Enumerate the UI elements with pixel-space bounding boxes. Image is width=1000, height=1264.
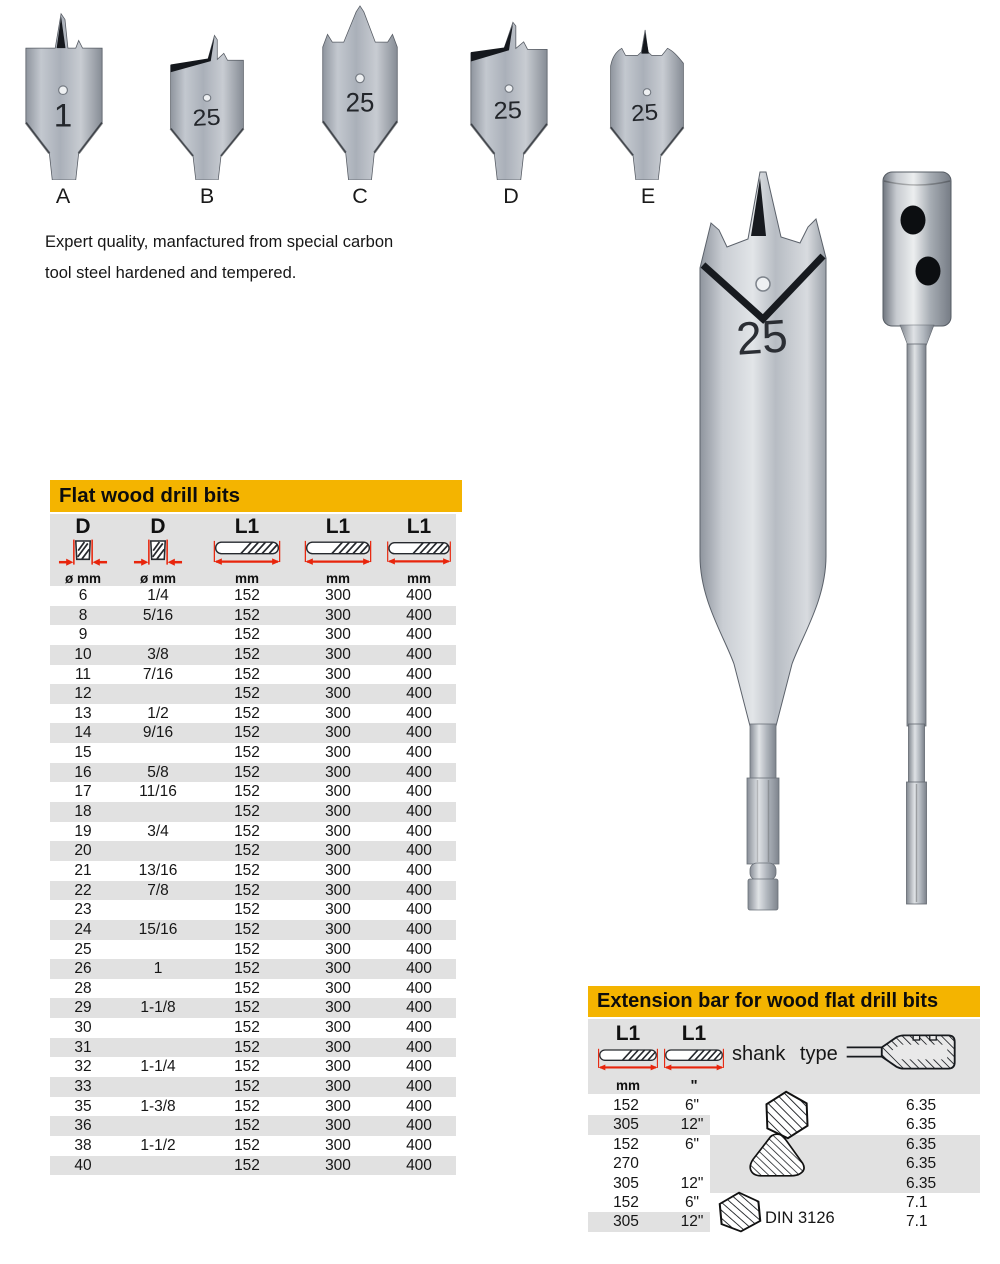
cell: 400 bbox=[406, 1117, 432, 1135]
unit-label: ø mm bbox=[139, 571, 176, 586]
cell: 7/8 bbox=[147, 881, 169, 899]
table-row bbox=[50, 1077, 456, 1097]
table-row bbox=[50, 841, 456, 861]
cell: 1/4 bbox=[147, 587, 169, 604]
column-header-label: L1 bbox=[615, 1022, 641, 1045]
cell: 300 bbox=[325, 960, 351, 978]
cell: 5/8 bbox=[147, 763, 169, 781]
cell: 13 bbox=[74, 704, 92, 722]
cell: 300 bbox=[325, 724, 351, 742]
din-standard-label: DIN 3126 bbox=[765, 1209, 835, 1227]
stamp-number: 25 bbox=[345, 87, 375, 118]
table-row bbox=[50, 1057, 456, 1077]
column-header-d1 bbox=[50, 514, 116, 586]
length-icon bbox=[663, 1045, 725, 1078]
table-row bbox=[588, 1193, 980, 1212]
table-row bbox=[50, 586, 456, 606]
cell: 300 bbox=[325, 783, 351, 801]
cell: 400 bbox=[406, 1058, 432, 1076]
shank-type-label: shank type bbox=[732, 1043, 838, 1065]
column-header-label: L1 bbox=[234, 515, 260, 538]
cell: 15 bbox=[74, 744, 92, 762]
cell: 400 bbox=[406, 587, 432, 604]
cell: 17 bbox=[74, 783, 92, 801]
cell: 28 bbox=[74, 979, 92, 997]
center-hole bbox=[505, 85, 513, 92]
table-row bbox=[50, 704, 456, 724]
column-header-d2 bbox=[116, 514, 200, 586]
table-row bbox=[50, 861, 456, 881]
bit-letter-label: C bbox=[352, 184, 368, 208]
cell: 300 bbox=[325, 1117, 351, 1135]
cell: 400 bbox=[406, 1019, 432, 1037]
cell: 152 bbox=[234, 940, 260, 958]
cell: 300 bbox=[325, 1058, 351, 1076]
cell: 400 bbox=[406, 724, 432, 742]
flat-table-header bbox=[50, 514, 456, 586]
table-row bbox=[50, 625, 456, 645]
cell: 8 bbox=[78, 606, 88, 624]
cell: 152 bbox=[613, 1135, 639, 1153]
table-row bbox=[588, 1154, 980, 1173]
cell: 6.35 bbox=[906, 1135, 937, 1153]
cell: 19 bbox=[74, 822, 92, 840]
cell: 1-1/4 bbox=[140, 1058, 176, 1076]
diameter-icon bbox=[133, 538, 183, 571]
cell: 40 bbox=[74, 1156, 92, 1174]
extension-table-body bbox=[588, 1096, 980, 1232]
table-row bbox=[50, 606, 456, 626]
cell: 152 bbox=[234, 704, 260, 722]
cell: 1/2 bbox=[147, 704, 169, 722]
cell: 3/8 bbox=[147, 645, 169, 663]
table-row bbox=[50, 1097, 456, 1117]
cell: 11 bbox=[74, 665, 92, 683]
cell: 12 bbox=[74, 685, 92, 703]
table-row bbox=[50, 645, 456, 665]
cell: 152 bbox=[234, 587, 260, 604]
center-hole bbox=[203, 94, 210, 101]
cell: 300 bbox=[325, 901, 351, 919]
shank-type-socket-icon bbox=[840, 1028, 966, 1076]
cell: 300 bbox=[325, 626, 351, 644]
cell: 152 bbox=[234, 626, 260, 644]
cell: 1-1/2 bbox=[140, 1136, 176, 1154]
drill-bit-photo-e bbox=[605, 22, 689, 180]
table-row bbox=[50, 998, 456, 1018]
cell: 300 bbox=[325, 645, 351, 663]
cell: 400 bbox=[406, 645, 432, 663]
cell: 152 bbox=[234, 920, 260, 938]
cell: 152 bbox=[234, 842, 260, 860]
cell: 152 bbox=[234, 606, 260, 624]
description-line: Expert quality, manfactured from special carbon bbox=[45, 233, 394, 251]
table-row bbox=[50, 1136, 456, 1156]
cell: 12" bbox=[680, 1116, 704, 1134]
table-row bbox=[50, 959, 456, 979]
table-row bbox=[50, 782, 456, 802]
cell: 152 bbox=[234, 1058, 260, 1076]
cell: 7.1 bbox=[906, 1193, 928, 1211]
cell: 400 bbox=[406, 901, 432, 919]
cell: 152 bbox=[234, 901, 260, 919]
cell: 400 bbox=[406, 842, 432, 860]
table-row bbox=[50, 979, 456, 999]
cell: 152 bbox=[234, 1038, 260, 1056]
cell: 300 bbox=[325, 861, 351, 879]
cell: 22 bbox=[74, 881, 92, 899]
table-row bbox=[50, 1116, 456, 1136]
cell: 152 bbox=[234, 803, 260, 821]
cell: 30 bbox=[74, 1019, 92, 1037]
cell: 3/4 bbox=[147, 822, 169, 840]
table-row bbox=[50, 802, 456, 822]
cell: 7/16 bbox=[142, 665, 174, 683]
column-header-l1a bbox=[200, 514, 294, 586]
cell: 400 bbox=[406, 704, 432, 722]
cell: 152 bbox=[234, 783, 260, 801]
center-hole bbox=[356, 74, 365, 83]
bit-letter-label: E bbox=[640, 184, 656, 208]
cell: 400 bbox=[406, 1038, 432, 1056]
cell: 400 bbox=[406, 763, 432, 781]
cell: 400 bbox=[406, 940, 432, 958]
flat-table-body bbox=[50, 586, 456, 1175]
description-line: tool steel hardened and tempered. bbox=[45, 263, 297, 282]
cell: 300 bbox=[325, 803, 351, 821]
cell: 152 bbox=[234, 665, 260, 683]
cell: 152 bbox=[234, 1156, 260, 1174]
cell: 300 bbox=[325, 999, 351, 1017]
length-icon bbox=[597, 1045, 659, 1078]
unit-label: mm bbox=[406, 571, 431, 586]
cell: 400 bbox=[406, 1136, 432, 1154]
cell: 300 bbox=[325, 1038, 351, 1056]
column-header-label: L1 bbox=[681, 1022, 707, 1045]
cell: 300 bbox=[325, 979, 351, 997]
cell: 152 bbox=[234, 1117, 260, 1135]
cell: 300 bbox=[325, 881, 351, 899]
diameter-icon bbox=[58, 538, 108, 571]
cell: 12" bbox=[680, 1174, 704, 1192]
bit-letter-label: D bbox=[503, 184, 519, 208]
table-row bbox=[50, 665, 456, 685]
cell: 33 bbox=[74, 1078, 92, 1096]
cell: 152 bbox=[234, 1136, 260, 1154]
cell: 300 bbox=[325, 842, 351, 860]
extension-table-header bbox=[588, 1019, 980, 1094]
unit-label: mm bbox=[234, 571, 259, 586]
cell: 400 bbox=[406, 783, 432, 801]
cell: 152 bbox=[234, 685, 260, 703]
cell: 305 bbox=[613, 1213, 639, 1231]
cell: 400 bbox=[406, 665, 432, 683]
cell: 6" bbox=[684, 1135, 700, 1153]
cell: 400 bbox=[406, 606, 432, 624]
cell: 152 bbox=[234, 822, 260, 840]
cell: 400 bbox=[406, 803, 432, 821]
cell: 300 bbox=[325, 606, 351, 624]
cell: 300 bbox=[325, 587, 351, 604]
cell: 152 bbox=[234, 861, 260, 879]
cell: 6.35 bbox=[906, 1116, 937, 1134]
cell: 9/16 bbox=[142, 724, 174, 742]
cell: 15/16 bbox=[138, 920, 178, 938]
center-hole bbox=[756, 277, 770, 291]
cell: 300 bbox=[325, 822, 351, 840]
column-header-label: L1 bbox=[325, 515, 351, 538]
cell: 152 bbox=[613, 1097, 639, 1114]
drill-bit-photo-b bbox=[165, 26, 249, 180]
cell: 29 bbox=[74, 999, 92, 1017]
cell: 152 bbox=[613, 1193, 639, 1211]
cell: 152 bbox=[234, 1078, 260, 1096]
cell: 300 bbox=[325, 763, 351, 781]
cell: 11/16 bbox=[139, 783, 177, 801]
cell: 6" bbox=[684, 1193, 700, 1211]
cell: 152 bbox=[234, 999, 260, 1017]
cell: 25 bbox=[74, 940, 92, 958]
table-row bbox=[588, 1096, 980, 1115]
cell: 152 bbox=[234, 979, 260, 997]
column-header-label: D bbox=[75, 515, 91, 538]
cell: 400 bbox=[406, 881, 432, 899]
length-icon bbox=[212, 538, 282, 571]
cell: 400 bbox=[406, 999, 432, 1017]
cell: 300 bbox=[325, 665, 351, 683]
flat-table-title: Flat wood drill bits bbox=[50, 480, 462, 512]
cell: 300 bbox=[325, 920, 351, 938]
cell: 9 bbox=[78, 626, 88, 644]
cell: 21 bbox=[74, 861, 92, 879]
table-row bbox=[50, 1156, 456, 1176]
product-description bbox=[45, 227, 393, 288]
cell: 400 bbox=[406, 1156, 432, 1174]
cell: 36 bbox=[74, 1117, 92, 1135]
cell: 300 bbox=[325, 940, 351, 958]
drill-bit-photo-c bbox=[317, 4, 403, 180]
cell: 26 bbox=[74, 960, 92, 978]
drill-bit-photo-a bbox=[20, 8, 108, 180]
stamp-number: 1 bbox=[53, 96, 73, 134]
unit-label: ø mm bbox=[64, 571, 101, 586]
table-row bbox=[588, 1174, 980, 1193]
cell: 300 bbox=[325, 1097, 351, 1115]
cell: 35 bbox=[74, 1097, 92, 1115]
center-hole bbox=[643, 89, 650, 96]
cell: 6" bbox=[684, 1097, 700, 1114]
cell: 152 bbox=[234, 960, 260, 978]
locking-hole bbox=[916, 257, 941, 286]
bit-letter-label: A bbox=[55, 184, 71, 208]
cell: 300 bbox=[325, 1136, 351, 1154]
extension-table-title: Extension bar for wood flat drill bits bbox=[588, 986, 980, 1017]
drill-bit-photo-d bbox=[465, 12, 553, 180]
stamp-number: 25 bbox=[191, 104, 222, 132]
column-header-l1b bbox=[294, 514, 382, 586]
center-hole bbox=[59, 86, 68, 95]
table-row bbox=[50, 881, 456, 901]
cell: 400 bbox=[406, 960, 432, 978]
unit-label: mm bbox=[325, 571, 350, 586]
stamp-number: 25 bbox=[493, 97, 523, 125]
cell: 152 bbox=[234, 881, 260, 899]
cell: 6.35 bbox=[906, 1097, 937, 1114]
cell: 300 bbox=[325, 1156, 351, 1174]
table-row bbox=[50, 822, 456, 842]
cell: 20 bbox=[74, 842, 92, 860]
cell: 270 bbox=[613, 1155, 639, 1173]
cell: 152 bbox=[234, 1019, 260, 1037]
column-header-l1c bbox=[382, 514, 456, 586]
unit-label: " bbox=[690, 1077, 698, 1094]
cell: 400 bbox=[406, 1078, 432, 1096]
table-row bbox=[50, 684, 456, 704]
cell: 152 bbox=[234, 1097, 260, 1115]
unit-label: mm bbox=[615, 1078, 640, 1093]
cell: 300 bbox=[325, 1078, 351, 1096]
cell: 7.1 bbox=[906, 1213, 928, 1231]
cell: 1-3/8 bbox=[140, 1097, 176, 1115]
cell: 1-1/8 bbox=[140, 999, 176, 1017]
stamp-number: 25 bbox=[734, 309, 790, 365]
table-row bbox=[50, 763, 456, 783]
cell: 305 bbox=[613, 1174, 639, 1192]
table-row bbox=[50, 723, 456, 743]
cell: 18 bbox=[74, 803, 92, 821]
table-row bbox=[588, 1212, 980, 1231]
cell: 300 bbox=[325, 685, 351, 703]
cell: 400 bbox=[406, 979, 432, 997]
table-row bbox=[50, 940, 456, 960]
cell: 400 bbox=[406, 744, 432, 762]
table-row bbox=[50, 743, 456, 763]
cell: 1 bbox=[153, 960, 163, 978]
cell: 12" bbox=[680, 1213, 704, 1231]
cell: 6.35 bbox=[906, 1155, 937, 1173]
cell: 38 bbox=[74, 1136, 92, 1154]
cell: 400 bbox=[406, 920, 432, 938]
cell: 14 bbox=[74, 724, 92, 742]
column-header-label: L1 bbox=[406, 515, 432, 538]
cell: 400 bbox=[406, 822, 432, 840]
cell: 152 bbox=[234, 724, 260, 742]
cell: 305 bbox=[613, 1116, 639, 1134]
cell: 152 bbox=[234, 763, 260, 781]
cell: 400 bbox=[406, 1097, 432, 1115]
cell: 400 bbox=[406, 626, 432, 644]
cell: 23 bbox=[74, 901, 92, 919]
table-row bbox=[588, 1115, 980, 1134]
cell: 6 bbox=[78, 587, 88, 604]
cell: 400 bbox=[406, 685, 432, 703]
cell: 16 bbox=[74, 763, 92, 781]
cell: 5/16 bbox=[142, 606, 174, 624]
bit-letter-label: B bbox=[199, 184, 215, 208]
cell: 31 bbox=[74, 1038, 92, 1056]
cell: 10 bbox=[74, 645, 92, 663]
column-header-l1mm bbox=[596, 1022, 660, 1093]
cell: 32 bbox=[74, 1058, 92, 1076]
table-row bbox=[50, 900, 456, 920]
column-header-l1in bbox=[662, 1022, 726, 1093]
table-row bbox=[50, 1018, 456, 1038]
cell: 24 bbox=[74, 920, 92, 938]
stamp-number: 25 bbox=[630, 99, 659, 127]
length-icon bbox=[386, 538, 452, 571]
hero-spade-bit-photo bbox=[688, 168, 838, 913]
table-row bbox=[588, 1135, 980, 1154]
cell: 152 bbox=[234, 645, 260, 663]
column-header-label: D bbox=[150, 515, 166, 538]
cell: 300 bbox=[325, 1019, 351, 1037]
cell: 300 bbox=[325, 704, 351, 722]
cell: 13/16 bbox=[138, 861, 178, 879]
length-icon bbox=[303, 538, 373, 571]
cell: 400 bbox=[406, 861, 432, 879]
hero-extension-bar-photo bbox=[876, 168, 958, 913]
cell: 152 bbox=[234, 744, 260, 762]
cell: 6.35 bbox=[906, 1174, 937, 1192]
table-row bbox=[50, 920, 456, 940]
locking-hole bbox=[901, 206, 926, 235]
cell: 300 bbox=[325, 744, 351, 762]
table-row bbox=[50, 1038, 456, 1058]
